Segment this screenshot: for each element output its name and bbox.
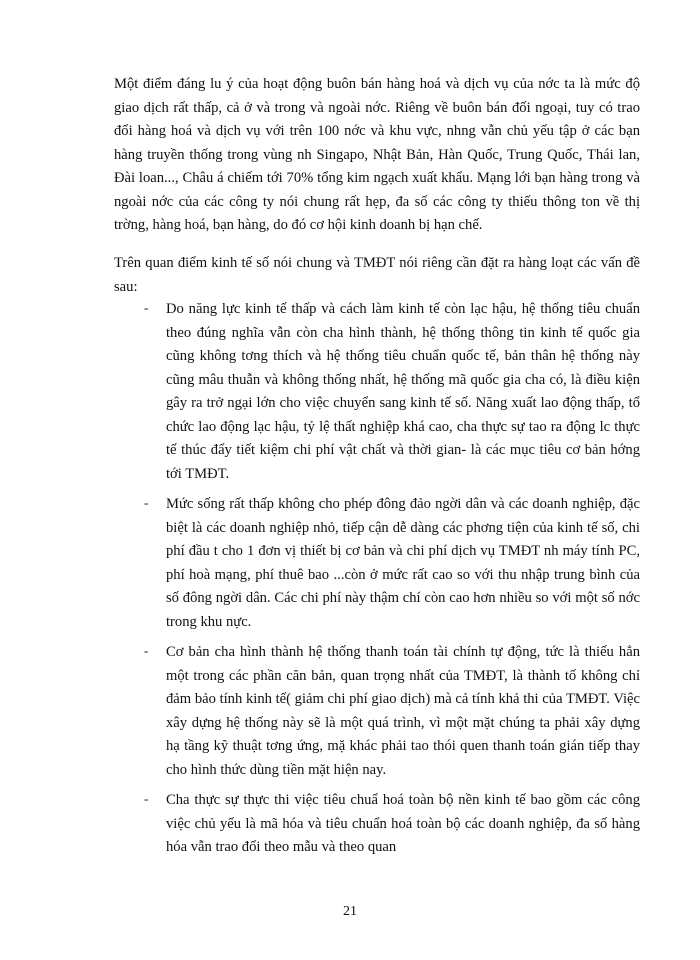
body-paragraph-2: Trên quan điểm kinh tế số nói chung và TMĐT nói riêng cần đặt ra hàng loạt các vấn đề sau:: [114, 255, 640, 295]
page-number: 21: [343, 904, 357, 919]
list-item-text: Cơ bản cha hình thành hệ thống thanh toán tài chính tự động, tức là thiếu hẳn một trong các phần căn bản, quan trọng nhất của TMĐT, là thành tố không chỉ đảm bảo tính kinh tế( giảm chi phí giao dịch) mà cả tính khả thi của TMĐT. Việc xây dựng hệ thống này sẽ là một quá trình, vì một mặt chúng ta phải xây dựng hạ tầng kỹ thuật tơng ứng, mặ khác phải tao thói quen thanh toán gián tiếp thay cho hình thức dùng tiền mặt hiện nay.: [166, 644, 640, 778]
dash-bullet: -: [144, 495, 149, 510]
dash-bullet: -: [144, 791, 149, 806]
list-item-text: Mức sống rất thấp không cho phép đông đảo ngời dân và các doanh nghiệp, đặc biệt là các doanh nghiệp nhỏ, tiếp cận dễ dàng các phơng tiện của kinh tế số, chi phí đầu t cho 1 đơn vị thiết bị cơ bản và chi phí dịch vụ TMĐT nh máy tính PC, phí hoà mạng, phí thuê bao ...còn ở mức rất cao so với thu nhập trung bình của số đông ngời dân. Các chi phí này thậm chí còn cao hơn nhiều so với một số nớc trong khu nực.: [166, 496, 640, 630]
list-item: [0, 641, 700, 782]
dash-bullet: -: [144, 300, 149, 315]
list-item: [0, 493, 700, 634]
list-item-text: Cha thực sự thực thi việc tiêu chuẩ hoá toàn bộ nền kinh tế bao gồm các công việc chủ yếu là mã hóa và tiêu chuẩn hoá toàn bộ các doanh nghiệp, đa số hàng hóa vẫn trao đổi theo mẫu và theo quan: [166, 792, 640, 855]
list-item-text: Do năng lực kinh tế thấp và cách làm kinh tế còn lạc hậu, hệ thống tiêu chuẩn theo đúng nghĩa vẫn còn cha hình thành, hệ thống thông tin kinh tế quốc gia cũng không tơng thích và hệ thống tiêu chuẩn quốc tế, bản thân hệ thống này cũng mâu thuẫn và không thống nhất, hệ thống mã quốc gia cha có, là điều kiện gây ra trở ngại lớn cho việc chuyển sang kinh tế số. Năng xuất lao động thấp, tổ chức lao động lạc hậu, tỷ lệ thất nghiệp khá cao, cha thực sự tao ra động lc thực tế thúc đẩy tiết kiệm chi phí vật chất và thời gian- là các mục tiêu cơ bản hớng tới TMĐT.: [166, 301, 640, 482]
dash-bullet: -: [144, 643, 149, 658]
issue-list: [0, 298, 700, 867]
list-item: [0, 298, 700, 486]
list-item: [0, 789, 700, 860]
body-paragraph-1: Một điểm đáng lu ý của hoạt động buôn bán hàng hoá và dịch vụ của nớc ta là mức độ giao dịch rất thấp, cả ở và trong và ngoài nớc. Riêng về buôn bán đối ngoại, tuy có trao đổi hàng hoá và dịch vụ với trên 100 nớc và khu vực, nhng vẫn chủ yếu tập ở các bạn hàng truyền thống trong vùng nh Singapo, Nhật Bản, Hàn Quốc, Trung Quốc, Thái lan, Đài loan..., Châu á chiếm tới 70% tổng kim ngạch xuất khẩu. Mạng lới bạn hàng trong và ngoài nớc của các công ty nói chung rất hẹp, đa số các công ty thiếu thông ton về thị trờng, hàng hoá, bạn hàng, do đó cơ hội kinh doanh bị hạn chế.: [114, 76, 640, 233]
